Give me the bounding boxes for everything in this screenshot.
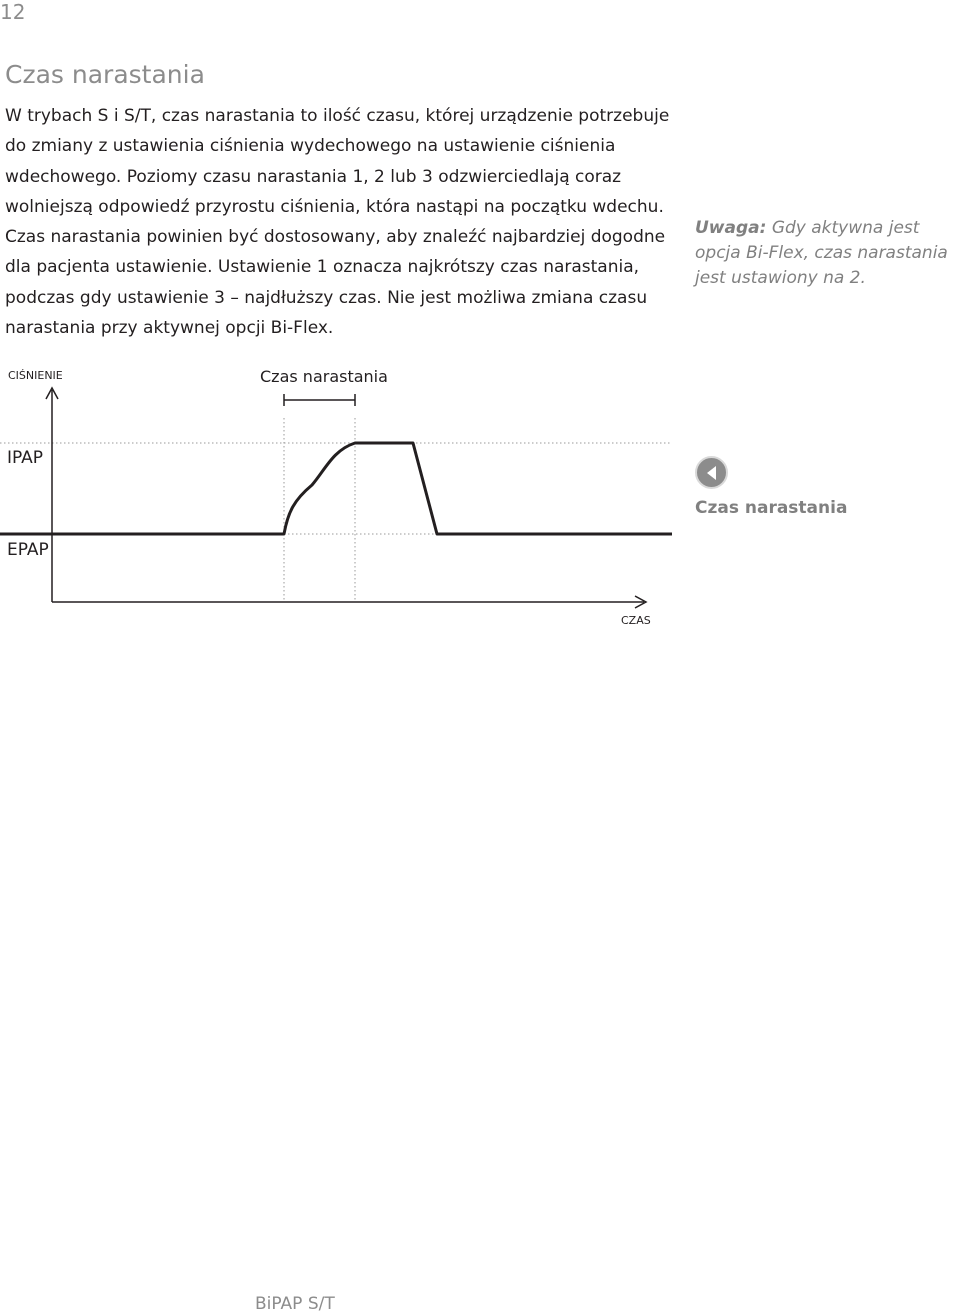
footer-product-name: BiPAP S/T	[255, 1294, 335, 1314]
left-arrow-icon[interactable]	[695, 456, 728, 489]
x-axis-label: CZAS	[621, 614, 651, 627]
epap-label: EPAP	[7, 540, 49, 560]
y-axis-label: CIŚNIENIE	[8, 369, 63, 382]
page-number: 12	[0, 0, 26, 24]
pressure-waveform	[0, 443, 672, 534]
ipap-label: IPAP	[7, 448, 44, 468]
body-paragraph: W trybach S i S/T, czas narastania to ilość czasu, której urządzenie potrzebuje do zmiany z ustawienia ciśnienia wydechowego na ustawienie ciśnienia wdechowego. Poziomy czasu narastania 1, 2 lub 3 odzwierciedlają coraz wolniejszą odpowiedź przyrostu ciśnienia, która nastąpi na początku wdechu. Czas narastania powinien być dostosowany, aby znaleźć najbardziej dogodne dla pacjenta ustawienie. Ustawienie 1 oznacza najkrótszy czas narastania, podczas gdy ustawienie 3 – najdłuższy czas. Nie jest możliwa zmiana czasu narastania przy aktywnej opcji Bi-Flex.	[5, 106, 670, 339]
chevron-left-icon	[707, 466, 716, 480]
rise-time-diagram	[0, 0, 960, 640]
section-title: Czas narastania	[5, 60, 205, 89]
note-label: Uwaga:	[695, 218, 767, 238]
note-text: Gdy aktywna jest opcja Bi-Flex, czas narastania jest ustawiony na 2.	[695, 218, 948, 288]
side-panel-label: Czas narastania	[695, 498, 848, 518]
rise-time-label: Czas narastania	[260, 367, 388, 386]
